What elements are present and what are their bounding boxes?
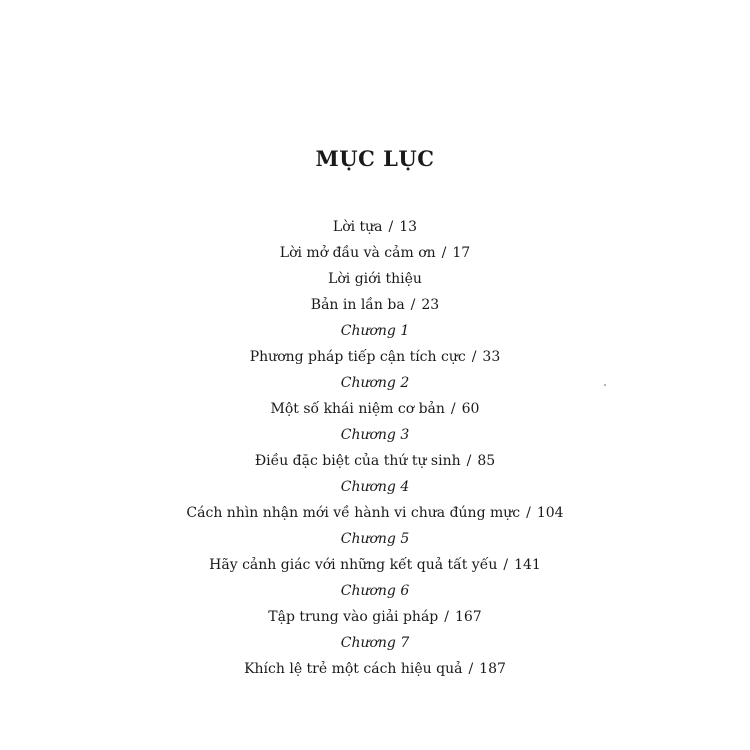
toc-page-number: 187	[479, 661, 506, 677]
toc-separator: /	[468, 661, 474, 677]
toc-page-number: 33	[482, 349, 501, 365]
page-title: MỤC LỤC	[315, 146, 435, 171]
toc-page-number: 167	[454, 609, 482, 625]
toc-separator: /	[410, 297, 416, 313]
chapter-heading	[0, 318, 750, 344]
toc-entry-title: Phương pháp tiếp cận tích cực	[249, 349, 466, 365]
chapter-heading	[0, 370, 750, 396]
toc-entry	[0, 266, 750, 292]
toc-entry-title: Điều đặc biệt của thứ tự sinh	[254, 453, 461, 469]
chapter-heading	[0, 630, 750, 656]
toc-entry	[0, 500, 750, 526]
chapter-label: Chương 4	[340, 479, 410, 495]
toc-entry	[0, 552, 750, 578]
toc-entry-title: Lời tựa	[332, 219, 383, 235]
toc-separator: /	[466, 453, 472, 469]
toc-entry	[0, 214, 750, 240]
toc-page-number: 141	[514, 557, 541, 573]
toc-separator: /	[503, 557, 509, 573]
toc-page-number: 23	[421, 297, 440, 313]
toc-entry-title: Lời mở đầu và cảm ơn	[279, 245, 436, 261]
chapter-heading	[0, 578, 750, 604]
toc-separator: /	[471, 349, 477, 365]
toc-page-number: 85	[477, 453, 496, 469]
toc-entry-title: Khích lệ trẻ một cách hiệu quả	[244, 661, 463, 677]
toc-entry-title: Một số khái niệm cơ bản	[270, 401, 445, 417]
toc-page-number: 104	[536, 505, 564, 521]
chapter-heading	[0, 526, 750, 552]
toc-page-number: 17	[452, 245, 471, 261]
chapter-label: Chương 7	[340, 635, 410, 651]
toc-entry	[0, 292, 750, 318]
toc-separator: /	[388, 219, 394, 235]
toc-page-number: 60	[461, 401, 480, 417]
toc-entry-title: Cách nhìn nhận mới về hành vi chưa đúng mực	[186, 505, 521, 521]
chapter-heading	[0, 474, 750, 500]
toc-page-number: 13	[399, 219, 418, 235]
toc-entry	[0, 240, 750, 266]
chapter-label: Chương 2	[340, 375, 410, 391]
toc-separator: /	[526, 505, 531, 521]
toc-entry	[0, 604, 750, 630]
table-of-contents	[0, 214, 750, 682]
toc-entry	[0, 344, 750, 370]
toc-entry	[0, 656, 750, 682]
toc-entry-title: Bản in lần ba	[310, 297, 405, 313]
toc-separator: /	[441, 245, 447, 261]
toc-separator: /	[444, 609, 449, 625]
paper-speck	[604, 384, 606, 386]
toc-separator: /	[450, 401, 456, 417]
chapter-label: Chương 1	[340, 323, 410, 339]
toc-entry-title: Lời giới thiệu	[328, 271, 422, 287]
toc-entry-title: Tập trung vào giải pháp	[268, 609, 439, 625]
chapter-heading	[0, 422, 750, 448]
toc-entry	[0, 448, 750, 474]
chapter-label: Chương 5	[340, 531, 410, 547]
toc-entry	[0, 396, 750, 422]
chapter-label: Chương 6	[340, 583, 410, 599]
chapter-label: Chương 3	[340, 427, 410, 443]
toc-entry-title: Hãy cảnh giác với những kết quả tất yếu	[209, 557, 498, 573]
